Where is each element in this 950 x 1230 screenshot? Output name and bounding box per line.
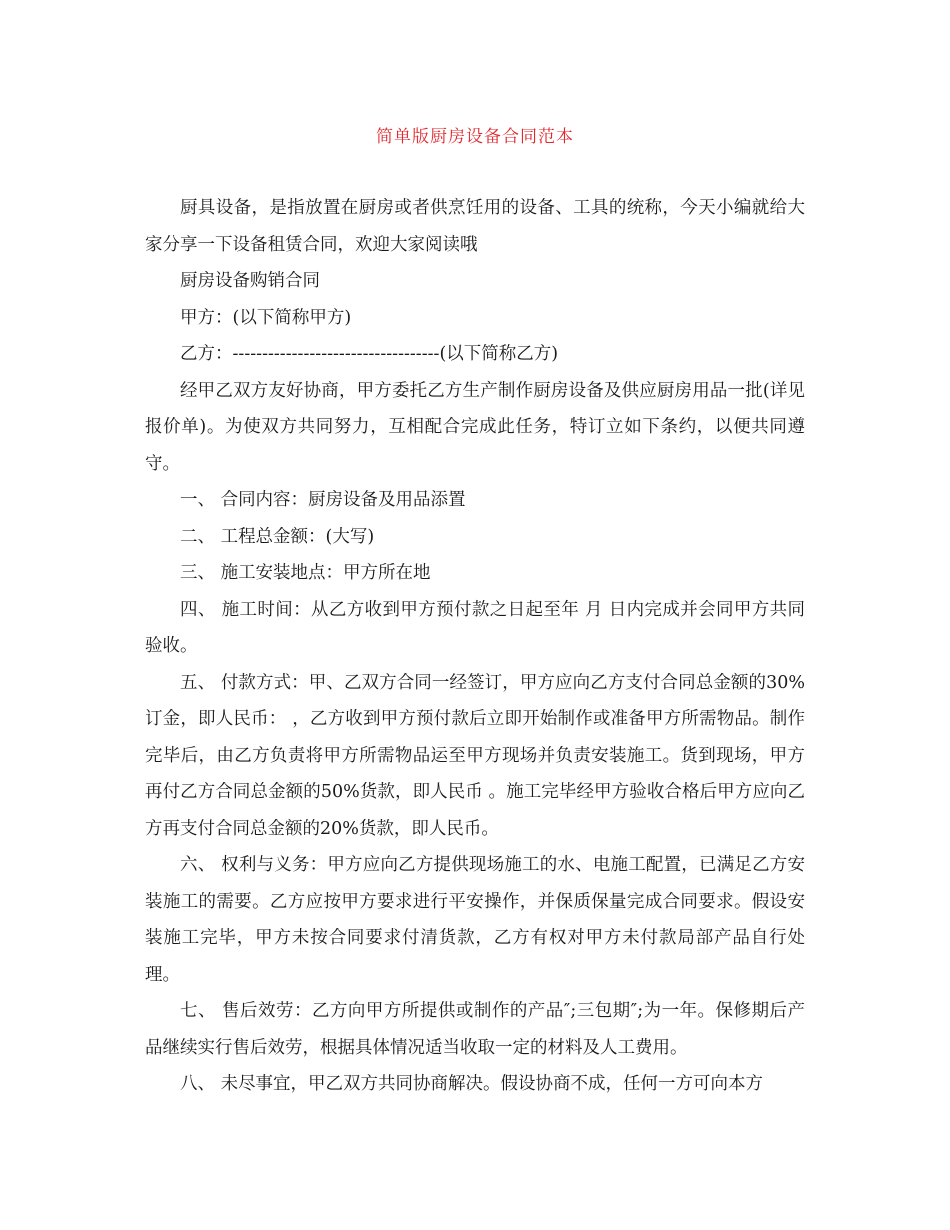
- clause-5-payment: 五、 付款方式：甲、乙双方合同一经签订，甲方应向乙方支付合同总金额的30%订金，即人民币： ，乙方收到甲方预付款后立即开始制作或准备甲方所需物品。制作完毕后，由乙方负责将甲方所需物品运至甲方现场并负责安装施工。货到现场，甲方再付乙方合同总金额的50%货款，即人民币 。施工完毕经甲方验收合格后甲方应向乙方再支付合同总金额的20%货款，即人民币。: [145, 672, 805, 839]
- clause-6-rights: 六、 权利与义务：甲方应向乙方提供现场施工的水、电施工配置，已满足乙方安装施工的需要。乙方应按甲方要求进行平安操作，并保质保量完成合同要求。假设安装施工完毕，甲方未按合同要求付清货款，乙方有权对甲方未付款局部产品自行处理。: [145, 855, 805, 985]
- clause-4-schedule: 四、 施工时间：从乙方收到甲方预付款之日起至年 月 日内完成并会同甲方共同验收。: [145, 599, 805, 656]
- paragraph-party-a: 甲方：(以下简称甲方): [180, 307, 352, 328]
- clause-8-misc: 八、 未尽事宜，甲乙双方共同协商解决。假设协商不成，任何一方可向本方: [180, 1074, 764, 1094]
- clause-7-after-sales: 七、 售后效劳：乙方向甲方所提供或制作的产品″;三包期″;为一年。保修期后产品继续实行售后效劳，根据具体情况适当收取一定的材料及人工费用。: [145, 1001, 805, 1058]
- paragraph-party-b: 乙方：-----------------------------------(以下简称乙方): [180, 344, 559, 364]
- document-title: 简单版厨房设备合同范本: [376, 127, 574, 147]
- clause-2-amount: 二、 工程总金额：(大写): [180, 526, 375, 547]
- paragraph-preamble: 经甲乙双方友好协商，甲方委托乙方生产制作厨房设备及供应厨房用品一批(详见报价单)。为使双方共同努力，互相配合完成此任务，特订立如下条约，以便共同遵守。: [145, 380, 805, 474]
- document-body: [145, 190, 805, 1103]
- clause-3-location: 三、 施工安装地点：甲方所在地: [180, 563, 431, 583]
- paragraph-contract-heading: 厨房设备购销合同: [180, 271, 320, 291]
- clause-1-content: 一、 合同内容：厨房设备及用品添置: [180, 490, 466, 510]
- paragraph-intro: 厨具设备，是指放置在厨房或者供烹饪用的设备、工具的统称，今天小编就给大家分享一下设备租赁合同，欢迎大家阅读哦: [145, 198, 805, 255]
